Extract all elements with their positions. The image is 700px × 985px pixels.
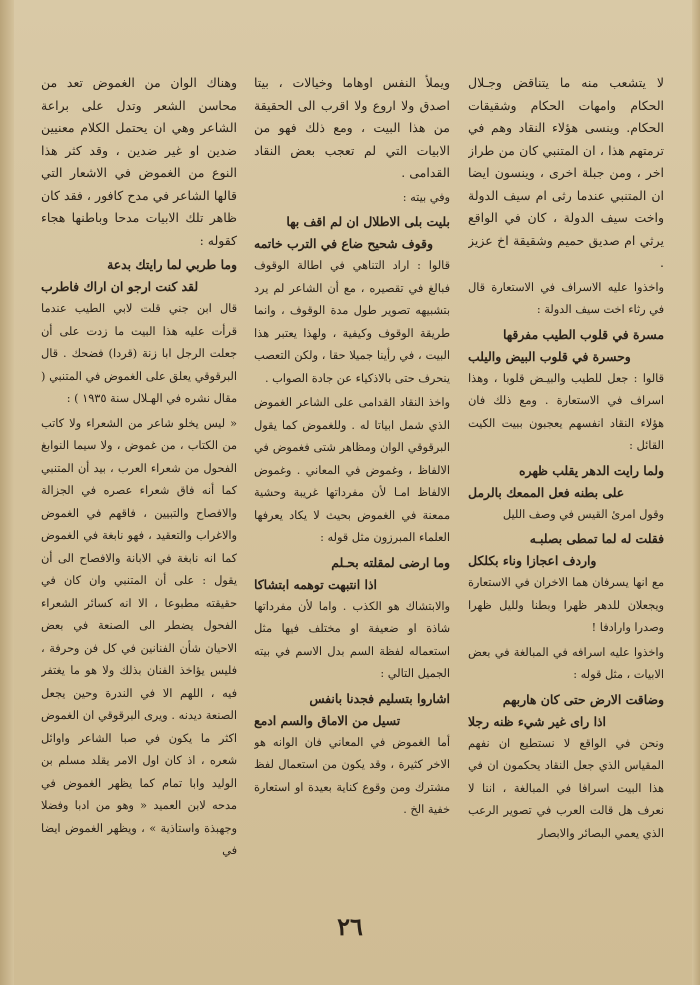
verse-line: وما ارضى لمقلته بحـلم	[331, 554, 450, 570]
paragraph: أما الغموض في المعاني فان الوانه هو الاخر كثيرة ، وقد يكون من استعمال لفظ مشترك ومن وقوع كناية بعيدة او استعارة خفية الخ .	[254, 735, 450, 816]
text-column-left	[41, 72, 237, 902]
paper-edge-right	[692, 0, 700, 985]
paragraph: واخذوا عليه اسرافه في المبالغة في بعض الابيات ، مثل قوله :	[468, 645, 664, 681]
verse-line: وضاقت الارض حتى كان هاربهم	[502, 691, 664, 707]
paragraph: قال ابن جني قلت لابي الطيب عندما قرأت عليه هذا البيت ما زدت على أن جعلت الرجل ابا زنة (قردا) فضحك . قال البرقوقي يعلق على الغموض في المتنبي ( مقال نشره في الهـلال سنة ١٩٣٥ ) :	[41, 302, 237, 405]
paragraph: والابتشاك هو الكذب . واما لأن مفرداتها شاذة او ضعيفة او مختلف فيها مثل استعماله لفظة السم بدل الاسم في بيته الجميل التالي :	[254, 599, 450, 680]
text-column-right	[468, 72, 664, 902]
verse-line: وما طربي لما رايتك بدعة	[107, 257, 237, 272]
paragraph: مع انها يسرفان هما الاخران في الاستعارة ويجعلان للدهر ظهرا وبطنا ولليل ظهرا وصدرا وارادفا !	[468, 576, 664, 634]
verse-line: لقد كنت ارجو ان اراك فاطرب	[41, 279, 199, 294]
verse-line: تسيل من الاماق والسم ادمع	[254, 712, 401, 728]
paragraph: قالوا : جعل للطيب والبيـض قلوبا ، وهذا اسراف في الاستعارة . ومع ذلك فان هؤلاء النقاد انفسهم يعجبون ببيت الكيت القائل :	[468, 371, 664, 452]
text-column-middle	[254, 72, 450, 902]
verse-line: اذا انتبهت توهمه ابتشاكا	[254, 576, 377, 592]
verse-line: مسرة في قلوب الطيب مفرقها	[502, 326, 664, 342]
page-number: ٢٦	[337, 912, 363, 941]
paragraph: واخذ النقاد القدامى على الشاعر الغموض الذي شمل ابياتا له . وللغموض كما يقول البرقوقي الوان ومظاهر شتى فغموض في الالفاظ ، وغموض في المعاني . وغموض الالفاظ امـا لأن مفرداتها غريبة وحشية ممعنة في الغموض بحيث لا يكاد يعرفها العلماء المبرزون مثل قوله :	[254, 396, 450, 544]
paragraph: قالوا : اراد التناهي في اطالة الوقوف فبالغ في تقصيره ، مع أن الشاعر لم يرد بتشبيهه تصوير طول مدة الوقوف ، وانما طريقة الوقوف وكيفية ، ولهذا يعتبر هذا البيت ، في رأينا جميلا حقا ، ولكن التعصب ينحرف حتى بالاذكياء عن جادة الصواب .	[254, 259, 450, 385]
verse-line: اذا راى غير شيء ظنه رجلا	[468, 713, 606, 729]
verse-line: وقوف شحيح ضاع في الترب خاتمه	[254, 236, 433, 251]
verse-line: ولما رايت الدهر يقلب ظهره	[519, 462, 664, 478]
paragraph: ونحن في الواقع لا نستطيع ان نفهم المقياس الذي جعل النقاد يحكمون ان في هذا البيت اسرافا في المبالغة ، اننا لا نعرف هل قالت العرب في تصوير الرعب الذي يعمي البصائر والابصار	[468, 736, 664, 840]
paragraph: ويملأ النفس اوهاما وخيالات ، بيتا اصدق ولا اروع ولا اقرب الى الحقيقة من هذا البيت ، ومع ذلك فهو من الابيات التي لم تعجب بعض النقاد القدامى .	[254, 75, 450, 180]
paper-edge-left	[0, 0, 14, 985]
paragraph: وهناك الوان من الغموض تعد من محاسن الشعر وتدل على براعة الشاعر وهي ان يحتمل الكلام معنيين ضدين او غير ضدين ، وقد كثر هذا النوع من الغموض في الاشعار التي قالها الشاعر في مدح كافور ، فقد كان ظاهر تلك الابيات مدحا وباطنها هجاء كقوله :	[41, 75, 237, 248]
verse-line: اشاروا بتسليم فجدنا بانفس	[309, 690, 450, 706]
paragraph: واخذوا عليه الاسراف في الاستعارة قال في رثاء اخت سيف الدولة :	[468, 280, 664, 316]
paragraph: وفي بيته :	[402, 190, 450, 204]
verse-line: فقلت له لما تمطى بصلبـه	[529, 531, 664, 546]
verse-line: على بطنه فعل الممعك بالرمل	[468, 484, 625, 500]
verse-line: واردف اعجازا وناء بكلكل	[468, 553, 597, 568]
verse-line: وحسرة في قلوب البيض واليلب	[468, 348, 631, 364]
paragraph: لا يتشعب منه ما يتناقض وجـلال الحكام وامهات الحكام وشقيقات الحكام. وينسى هؤلاء النقاد وهم في ترمتهم هذا ، ان المتنبي كان من طراز اخر ، ومن جبلة اخرى ، وينسون ايضا ان المتنبي عندما رثى ام سيف الدولة واخت سيف الدولة ، كان في الواقع يرثي ام صديق حميم وشقيقة اخ عزيز .	[468, 75, 664, 270]
paragraph: « ليس يخلو شاعر من الشعراء ولا كاتب من الكتاب ، من غموض ، ولا سيما النوابغ الفحول من شعراء العرب ، بيد أن المتنبي كما أنه فاق شعراء عصره في الجزالة والافصاح والتبيين ، فاقهم في الغموض والاغراب والتعقيد ، فهو نابغة في الغموض كما انه نابغة في الابانة والافصاح الى أن يقول : على أن المتنبي وان كان في حقيقته مطبوعا ، الا انه كسائر الشعراء الفحول يضطر الى الصنعة في بعض الاحيان شأن الفنانين في كل فن وحرفة ، فليس يؤاخذ الفنان بذلك ولا هو ما يغتفر فيه ، اللهم الا في الندرة وحين يجعل الصنعة ديدنه . ويرى البرقوقي ان الغموض اكثر ما يكون في صبا الشاعر واوائل شعره ، اذ كان اول الامر يقلد مسلم بن الوليد وابا تمام كما يظهر الغموض في مدحه لابن العميد « وهو من ادبا وفضلا وجهبذة واستاذية » ، ويظهر الغموض ايضا في	[41, 416, 237, 857]
paragraph: وقول امرئ القيس في وصف الليل	[502, 507, 664, 521]
verse-line: بليت بلى الاطلال ان لم اقف بها	[286, 214, 450, 229]
